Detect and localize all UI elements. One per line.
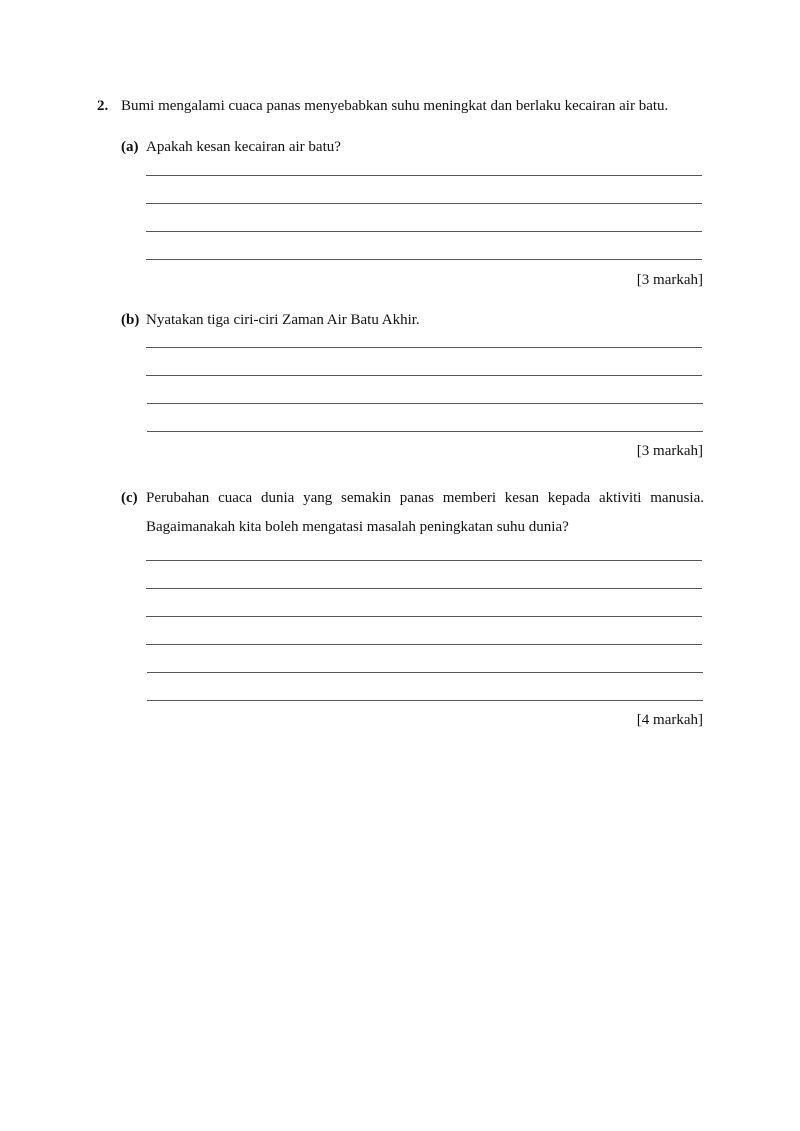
part-a-question: Apakah kesan kecairan air batu? [146,139,341,155]
answer-line[interactable] [146,175,702,176]
answer-line[interactable] [147,431,703,432]
answer-line[interactable] [146,231,702,232]
answer-line[interactable] [147,672,703,673]
part-a-marks: [3 markah] [636,272,703,288]
answer-line[interactable] [146,203,702,204]
question-number: 2. [97,98,109,114]
part-c-question-line1: Perubahan cuaca dunia yang semakin panas memberi kesan kepada aktiviti manusia. [146,490,704,506]
part-c-label: (c) [121,490,138,506]
part-b-question: Nyatakan tiga ciri-ciri Zaman Air Batu Akhir. [146,312,420,328]
part-c-question-line2: Bagaimanakah kita boleh mengatasi masalah peningkatan suhu dunia? [146,519,569,535]
answer-line[interactable] [146,616,702,617]
part-b-label: (b) [121,312,140,328]
answer-line[interactable] [146,259,702,260]
answer-line[interactable] [147,700,703,701]
answer-line[interactable] [147,403,703,404]
answer-line[interactable] [146,560,702,561]
question-stem: Bumi mengalami cuaca panas menyebabkan suhu meningkat dan berlaku kecairan air batu. [121,98,669,114]
answer-line[interactable] [146,588,702,589]
part-b-marks: [3 markah] [636,443,703,459]
answer-line[interactable] [146,644,702,645]
part-c-marks: [4 markah] [636,712,703,728]
answer-line[interactable] [146,347,702,348]
part-a-label: (a) [121,139,139,155]
answer-line[interactable] [146,375,702,376]
